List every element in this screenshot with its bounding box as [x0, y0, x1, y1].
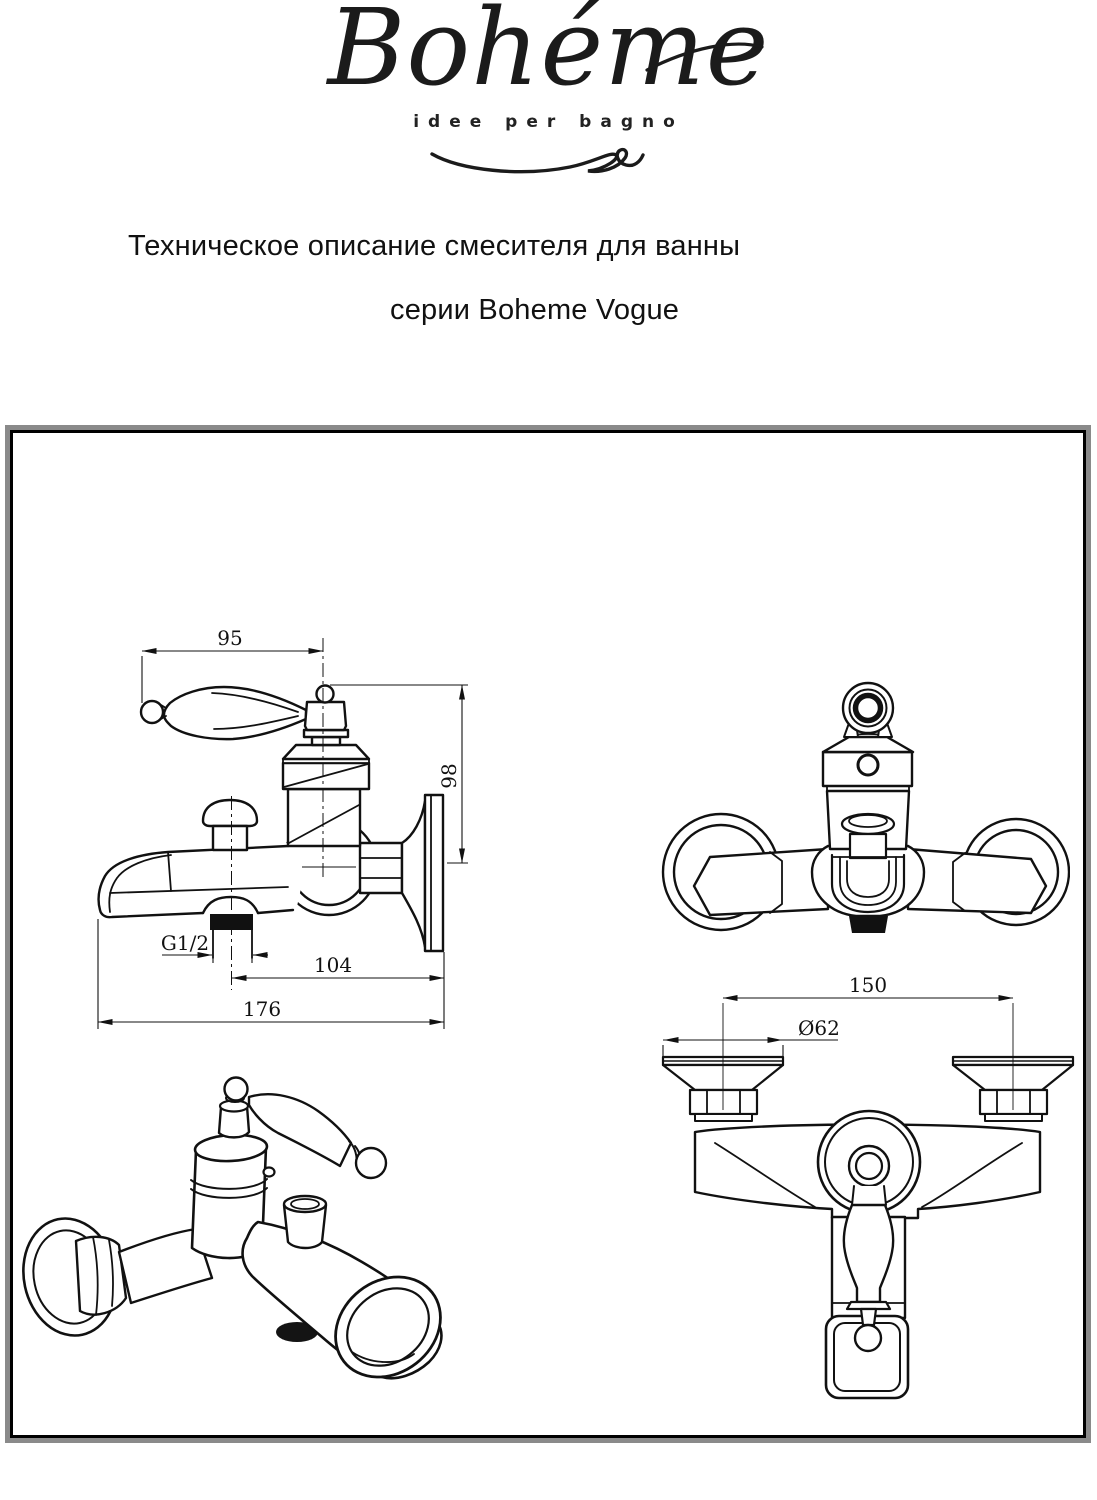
- dim-height: 98: [437, 763, 461, 789]
- dim-handle-offset: 95: [217, 626, 243, 650]
- brand-tagline: idee per bagno: [413, 112, 684, 132]
- perspective-view-drawing: [15, 1075, 475, 1425]
- front-view-drawing: [650, 975, 1090, 1425]
- dim-flange-diameter: Ø62: [798, 1016, 840, 1040]
- dim-total-length: 176: [242, 997, 282, 1021]
- brand-logo-text: Bohéme: [327, 0, 770, 109]
- top-view-drawing: [650, 660, 1070, 950]
- doc-title-line2: серии Boheme Vogue: [390, 294, 680, 326]
- dim-outlet-to-wall: 104: [313, 953, 353, 977]
- dim-thread: G1/2: [160, 931, 210, 955]
- logo-tail-flourish-icon: [645, 38, 765, 80]
- side-view-drawing: [60, 615, 480, 1040]
- logo-flourish-icon: [430, 140, 645, 184]
- dim-mount-centers: 150: [848, 975, 888, 997]
- doc-title-line1: Техническое описание смесителя для ванны: [128, 230, 741, 262]
